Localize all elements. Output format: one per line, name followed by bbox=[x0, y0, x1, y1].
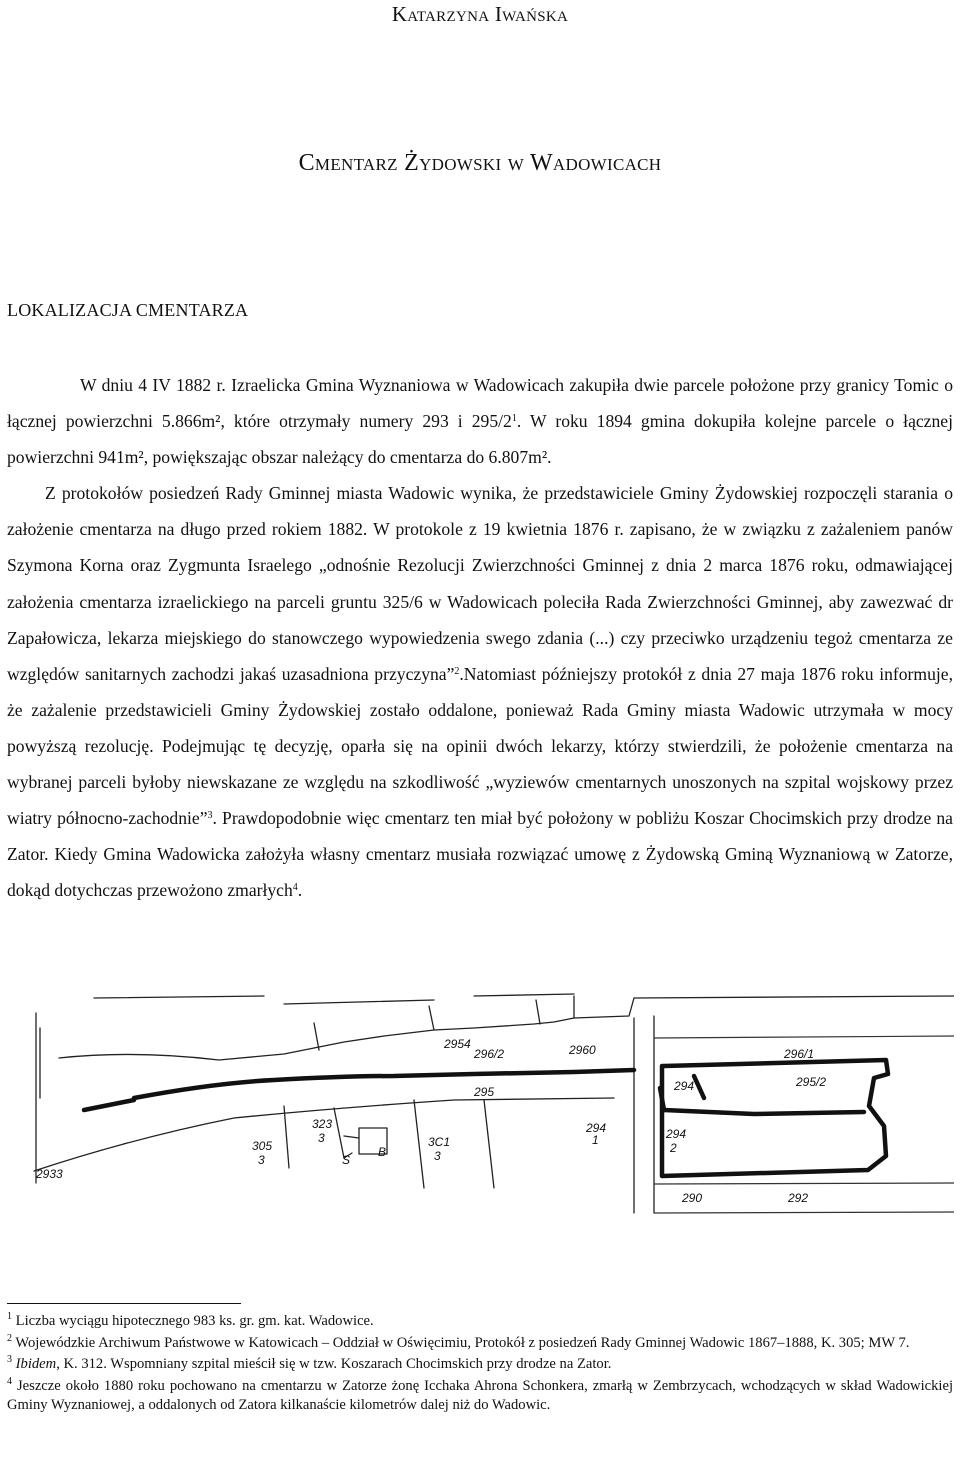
footnote bbox=[7, 1312, 953, 1331]
footnote-marker: 3 bbox=[7, 1354, 12, 1366]
cemetery-inner bbox=[664, 1110, 864, 1114]
text-run: Liczba wyciągu hipotecznego 983 ks. gr. gm. kat. Wadowice. bbox=[12, 1313, 374, 1329]
footnotes bbox=[7, 1312, 953, 1418]
text-run: . Prawdopodobnie więc cmentarz ten miał być położony w pobliżu Koszar Chocimskich przy drodze na Zator. Kiedy Gmina Wadowicka założyła własny cmentarz musiała rozwiązać umowę z Żydowską Gminą Wyznaniową w Zatorze, dokąd dotychczas przewożono zmarłych bbox=[7, 808, 953, 901]
parcel-label: 3C1 bbox=[428, 1135, 451, 1149]
article-title: Cmentarz Żydowski w Wadowicach bbox=[298, 150, 662, 176]
footnote-marker: 1 bbox=[511, 413, 517, 425]
footnote-marker: 4 bbox=[7, 1375, 12, 1387]
footnote-divider bbox=[7, 1303, 241, 1304]
road-line bbox=[134, 1070, 634, 1098]
map-line bbox=[94, 994, 574, 1004]
section-heading: LOKALIZACJA CMENTARZA bbox=[7, 300, 249, 320]
parcel-label: 294 bbox=[674, 1079, 695, 1093]
text-run: . W roku 1894 gmina dokupiła kolejne parcele o łącznej powierzchni 941m², powiększając obszar należący do cmentarza do 6.807m². bbox=[7, 411, 953, 468]
text-run: Jeszcze około 1880 roku pochowano na cmentarzu w Zatorze żonę Icchaka Ahrona Schonkera, zmarłą w Zembrzycach, wchodzących w skład Wadowickiej Gminy Wyznaniowej, a oddalonych od Zatora kilkanaście kilometrów dalej niż do Wadowic. bbox=[7, 1377, 953, 1413]
parcel-label: 3 bbox=[434, 1149, 441, 1163]
body-text bbox=[7, 367, 953, 908]
text-run: Ibidem bbox=[15, 1356, 57, 1373]
footnote-marker: 4 bbox=[292, 882, 298, 894]
footnote-marker: 1 bbox=[7, 1311, 12, 1322]
parcel-label: 2 bbox=[670, 1141, 677, 1155]
parcel-label: 3 bbox=[258, 1153, 265, 1167]
parcel-label: 3 bbox=[318, 1131, 325, 1145]
parcel-label: S bbox=[342, 1153, 351, 1167]
parcel-label: 290 bbox=[682, 1191, 703, 1205]
road-line bbox=[84, 1100, 134, 1110]
parcel-label: 1 bbox=[592, 1133, 599, 1147]
parcel-label: B bbox=[378, 1145, 387, 1159]
paragraph bbox=[7, 475, 953, 908]
parcel-label: 294 bbox=[666, 1127, 687, 1141]
parcel-label: 323 bbox=[312, 1117, 333, 1131]
footnote bbox=[7, 1355, 953, 1374]
map-line bbox=[36, 1013, 40, 1183]
parcel-label: 295 bbox=[474, 1085, 495, 1099]
map-line bbox=[284, 1100, 494, 1188]
text-run: , K. 312. Wspomniany szpital mieścił się w tzw. Koszarach Chocimskich przy drodze na Zator. bbox=[56, 1356, 612, 1373]
map-line bbox=[634, 1016, 654, 1213]
parcel-label: 295/2 bbox=[796, 1075, 827, 1089]
footnote-marker: 3 bbox=[207, 810, 213, 822]
footnote bbox=[7, 1377, 953, 1415]
footnote bbox=[7, 1334, 953, 1353]
parcel-label: 296/2 bbox=[474, 1047, 505, 1061]
parcel-label: 2960 bbox=[569, 1043, 596, 1057]
parcel-label: 2933 bbox=[36, 1167, 63, 1181]
parcel-label: 305 bbox=[252, 1139, 273, 1153]
map-line bbox=[574, 996, 954, 1018]
footnote-marker: 2 bbox=[454, 665, 460, 677]
author-name: Katarzyna Iwańska bbox=[391, 2, 569, 26]
text-run: Z protokołów posiedzeń Rady Gminnej miasta Wadowic wynika, że przedstawiciele Gminy Żydowskiej rozpoczęli starania o założenie cmentarza na długo przed rokiem 1882. W protokole z 19 kwietnia 1876 r. zapisano, że w związku z zażaleniem panów Szymona Korna oraz Zygmunta Israelego „odnośnie Rezolucji Zwierzchności Gminnej z dnia 2 marca 1876 roku, odmawiającej założenia cmentarza izraelickiego na parceli gruntu 325/6 w Wadowicach poleciła Rada Zwierzchności Gminnej, aby zawezwać dr Zapałowicza, lekarza miejskiego do stanowczego wypowiedzenia swego zdania (...) czy przeciwko urządzeniu tegoż cmentarza ze względów sanitarnych zachodzi jakaś uzasadniona przyczyna” bbox=[7, 483, 953, 684]
parcel-label: 292 bbox=[788, 1191, 809, 1205]
cadastral-map bbox=[14, 988, 954, 1218]
text-run: . bbox=[297, 880, 303, 901]
text-run: Wojewódzkie Archiwum Państwowe w Katowicach – Oddział w Oświęcimiu, Protokół z posiedzeń Rady Gminnej Wadowic 1867–1888, K. 305; MW 7. bbox=[12, 1334, 910, 1351]
footnote-marker: 2 bbox=[7, 1332, 12, 1344]
text-run: .Natomiast późniejszy protokół z dnia 27 maja 1876 roku informuje, że zażalenie przedstawicieli Gminy Żydowskiej zostało oddalone, ponieważ Rada Gminy miasta Wadowic utrzymała w mocy powyższą rezolucję. Podejmując tę decyzję, oparła się na opinii dwóch lekarzy, którzy stwierdzili, że położenie cmentarza na wybranej parceli byłoby niewskazane ze względu na szkodliwość „wyziewów cmentarnych unoszonych na szpital wojskowy przez wiatry północno-zachodnie” bbox=[7, 663, 953, 829]
parcel-label: 2954 bbox=[444, 1037, 471, 1051]
paragraph bbox=[7, 367, 953, 475]
parcel-label: 296/1 bbox=[784, 1047, 815, 1061]
text-run: W dniu 4 IV 1882 r. Izraelicka Gmina Wyznaniowa w Wadowicach zakupiła dwie parcele położone przy granicy Tomic o łącznej powierzchni 5.866m², które otrzymały numery 293 i 295/2 bbox=[7, 375, 953, 432]
parcel-label: 294 bbox=[586, 1121, 607, 1135]
